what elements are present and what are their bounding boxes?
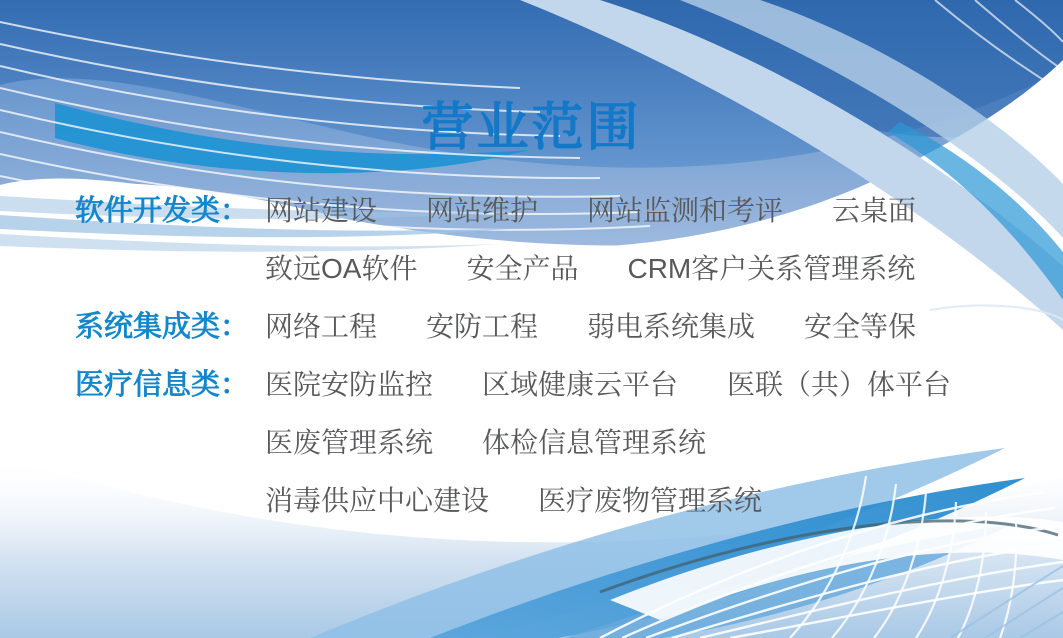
service-item: 医废管理系统: [265, 427, 434, 458]
category-label-system-integration: 系统集成类：: [75, 311, 250, 343]
service-item: 医院安防监控: [265, 369, 434, 400]
service-items: [265, 252, 915, 286]
row-medical-info-1: [75, 368, 1025, 426]
category-label-software-dev: 软件开发类：: [75, 195, 250, 227]
service-item: 消毒供应中心建设: [265, 485, 490, 516]
service-items: [265, 310, 916, 344]
service-item: 安防工程: [426, 311, 539, 342]
service-items: [265, 484, 762, 518]
row-medical-info-3: [75, 484, 1025, 542]
service-item: 区域健康云平台: [482, 369, 679, 400]
row-software-dev-2: [75, 252, 1025, 310]
service-item: 安全等保: [804, 311, 917, 342]
row-system-integration: [75, 310, 1025, 368]
service-item: 网站维护: [426, 195, 539, 226]
service-item: 致远OA软件: [265, 253, 418, 284]
service-item: 医联（共）体平台: [727, 369, 952, 400]
service-items: [265, 368, 951, 402]
service-item: 安全产品: [466, 253, 579, 284]
business-scope-list: [75, 194, 1025, 542]
service-item: 医疗废物管理系统: [538, 485, 763, 516]
row-software-dev-1: [75, 194, 1025, 252]
service-item: 云桌面: [832, 195, 917, 226]
service-items: [265, 426, 706, 460]
page-title: 营业范围: [421, 99, 642, 157]
category-label-medical-info: 医疗信息类：: [75, 369, 250, 401]
row-medical-info-2: [75, 426, 1025, 484]
service-item: 网站监测和考评: [587, 195, 784, 226]
service-item: 网络工程: [265, 311, 378, 342]
service-items: [265, 194, 916, 228]
service-item: CRM客户关系管理系统: [627, 253, 916, 284]
service-item: 弱电系统集成: [587, 311, 756, 342]
service-item: 体检信息管理系统: [482, 427, 707, 458]
service-item: 网站建设: [265, 195, 378, 226]
